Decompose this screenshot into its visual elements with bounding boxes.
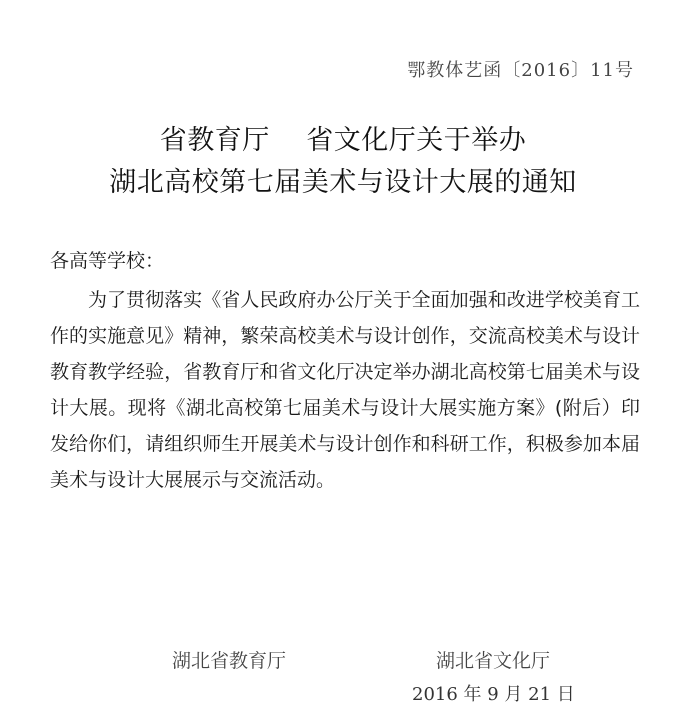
signer-education-department: 湖北省教育厅 <box>172 650 287 672</box>
document-title-line-1: 省教育厅 省文化厅关于举办 <box>159 125 527 156</box>
document-title-line-2: 湖北高校第七届美术与设计大展的通知 <box>109 167 577 198</box>
issue-date: 2016 年 9 月 21 日 <box>412 684 575 705</box>
document-number: 鄂教体艺函〔2016〕11号 <box>407 60 634 81</box>
signer-culture-department: 湖北省文化厅 <box>436 650 551 672</box>
salutation: 各高等学校： <box>50 250 165 272</box>
body-paragraph: 为了贯彻落实《省人民政府办公厅关于全面加强和改进学校美育工作的实施意见》精神，繁荣高校美术与设计创作，交流高校美术与设计教育教学经验，省教育厅和省文化厅决定举办湖北高校第七届美术与设计大展。现将《湖北高校第七届美术与设计大展实施方案》(附后）印发给你们，请组织师生开展美术与设计创作和科研工作，积极参加本届美术与设计大展展示与交流活动。 <box>50 289 640 491</box>
